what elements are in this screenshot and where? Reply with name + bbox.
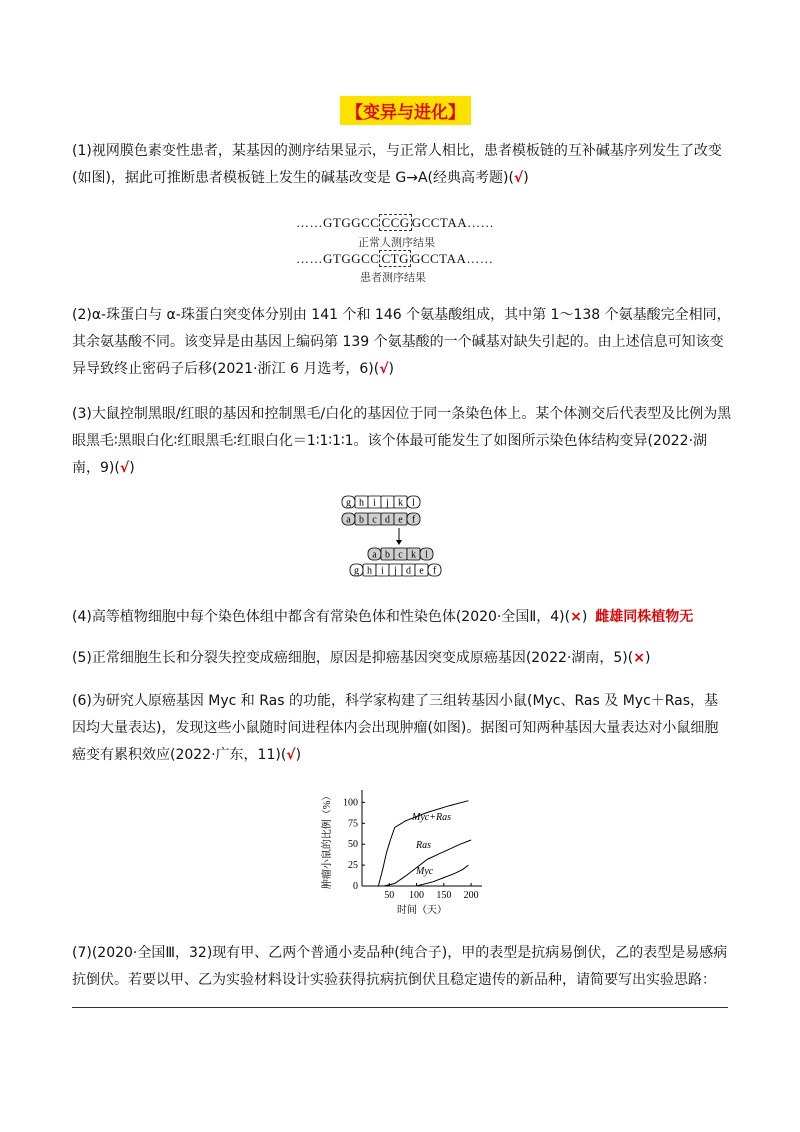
gene-label: e xyxy=(419,565,424,577)
question-1-text: (1)视网膜色素变性患者，某基因的测序结果显示，与正常人相比，患者模板链的互补碱基序列发生了改变(如图)，据此可推断患者模板链上发生的碱基改变是 G→A(经典高考题)( xyxy=(72,143,722,186)
answer-mark-3: √ xyxy=(119,460,130,476)
series-label: Myc xyxy=(416,866,434,877)
gene-label: j xyxy=(386,497,389,509)
question-6 xyxy=(72,688,732,769)
seq-patient-post: GCCTAA…… xyxy=(410,251,494,266)
caption-patient: 患者测序结果 xyxy=(360,271,426,284)
question-7 xyxy=(72,940,732,994)
question-3-text: (3)大鼠控制黑眼/红眼的基因和控制黑毛/白化的基因位于同一条染色体上。某个体测交后代表型及比例为黑眼黑毛∶黑眼白化∶红眼黑毛∶红眼白化＝1∶1∶1∶1。该个体最可能发生了如图所示染色体结构变异(2022·湖南，9)( xyxy=(72,406,732,476)
y-axis-label: 肿瘤小鼠的比例（%） xyxy=(322,790,333,890)
question-1-close: ) xyxy=(523,170,529,186)
gene-label: k xyxy=(398,497,403,509)
answer-line xyxy=(72,1007,728,1008)
y-tick-label: 0 xyxy=(353,881,358,892)
answer-note-4: 雌雄同株植物无 xyxy=(595,609,694,625)
gene-label: f xyxy=(411,514,416,526)
gene-label: h xyxy=(359,497,364,509)
answer-mark-5: × xyxy=(633,650,645,666)
question-2-text: (2)α-珠蛋白与 α-珠蛋白突变体分别由 141 个和 146 个氨基酸组成，其中第 1～138 个氨基酸完全相同，其余氨基酸不同。该变异是由基因上编码第 139 个氨基酸的一个碱基对缺失引起的。由上述信息可知该变异导致终止密码子后移(2021·浙江 6 月选考，6)( xyxy=(72,307,731,377)
y-tick-label: 50 xyxy=(348,839,358,851)
sequence-patient xyxy=(296,251,493,267)
answer-mark-1: √ xyxy=(513,170,524,186)
gene-label: g xyxy=(354,565,359,577)
question-4-text: (4)高等植物细胞中每个染色体组中都含有常染色体和性染色体(2020·全国Ⅱ，4)( xyxy=(72,609,571,625)
question-5 xyxy=(72,645,732,672)
question-2-close: ) xyxy=(388,361,394,377)
x-axis-label: 时间（天） xyxy=(397,905,447,916)
chromosome-diagram xyxy=(340,494,460,580)
question-6-text: (6)为研究人原癌基因 Myc 和 Ras 的功能，科学家构建了三组转基因小鼠(Myc、Ras 及 Myc＋Ras，基因均大量表达)，发现这些小鼠随时间进程体内会出现肿瘤(如图)。据图可知两种基因大量表达对小鼠细胞癌变有累积效应(2022·广东，11)( xyxy=(72,693,719,763)
question-1 xyxy=(72,138,732,192)
sequence-normal xyxy=(296,215,494,231)
x-tick-label: 150 xyxy=(436,890,452,901)
gene-label: c xyxy=(398,549,403,561)
answer-mark-2: √ xyxy=(379,361,389,377)
gene-label: a xyxy=(346,514,351,526)
question-3-close: ) xyxy=(129,460,135,476)
gene-label: a xyxy=(372,549,377,561)
gene-label: j xyxy=(394,565,397,577)
gene-label: k xyxy=(411,549,416,561)
gene-label: i xyxy=(381,565,384,577)
y-tick-label: 75 xyxy=(348,818,358,830)
gene-label: f xyxy=(432,565,437,577)
page-title: 【变异与进化】 xyxy=(340,96,471,125)
seq-patient-pre: ……GTGGCC xyxy=(296,251,380,266)
gene-label: g xyxy=(346,497,351,509)
gene-label: d xyxy=(385,514,390,526)
gene-label: b xyxy=(359,514,364,526)
caption-normal: 正常人测序结果 xyxy=(358,236,435,249)
seq-normal-box: CCG xyxy=(381,215,410,230)
x-tick-label: 100 xyxy=(409,890,425,901)
question-5-close: ) xyxy=(644,650,651,666)
gene-label: h xyxy=(367,565,372,577)
x-tick-label: 200 xyxy=(463,890,479,901)
gene-label: l xyxy=(425,549,428,561)
gene-label: c xyxy=(372,514,377,526)
question-3 xyxy=(72,401,732,482)
gene-label: d xyxy=(406,565,411,577)
gene-label: e xyxy=(398,514,403,526)
x-tick-label: 50 xyxy=(384,890,395,901)
y-tick-label: 100 xyxy=(343,797,358,809)
series-label: Myc+Ras xyxy=(412,812,451,823)
answer-mark-6: √ xyxy=(286,747,296,763)
seq-patient-box: CTG xyxy=(381,251,409,266)
gene-label: i xyxy=(373,497,376,509)
tumor-chart xyxy=(316,782,506,918)
question-2 xyxy=(72,302,732,383)
question-5-text: (5)正常细胞生长和分裂失控变成癌细胞，原因是抑癌基因突变成原癌基因(2022·湖南，5)( xyxy=(72,650,634,666)
y-tick-label: 25 xyxy=(348,860,358,872)
diagram-arrow-head xyxy=(396,540,402,545)
question-6-close: ) xyxy=(295,747,302,763)
question-4-close: ) xyxy=(581,609,588,625)
question-4 xyxy=(72,604,732,631)
seq-normal-post: GCCTAA…… xyxy=(411,215,495,230)
question-7-text: (7)(2020·全国Ⅲ，32)现有甲、乙两个普通小麦品种(纯合子)，甲的表型是抗病易倒伏，乙的表型是易感病抗倒伏。若要以甲、乙为实验材料设计实验获得抗病抗倒伏且稳定遗传的新品种，请简要写出实验思路： xyxy=(72,945,728,988)
gene-label: l xyxy=(412,497,415,509)
answer-mark-4: × xyxy=(570,609,582,625)
gene-label: b xyxy=(385,549,390,561)
series-label: Ras xyxy=(416,840,431,851)
seq-normal-pre: ……GTGGCC xyxy=(296,215,380,230)
